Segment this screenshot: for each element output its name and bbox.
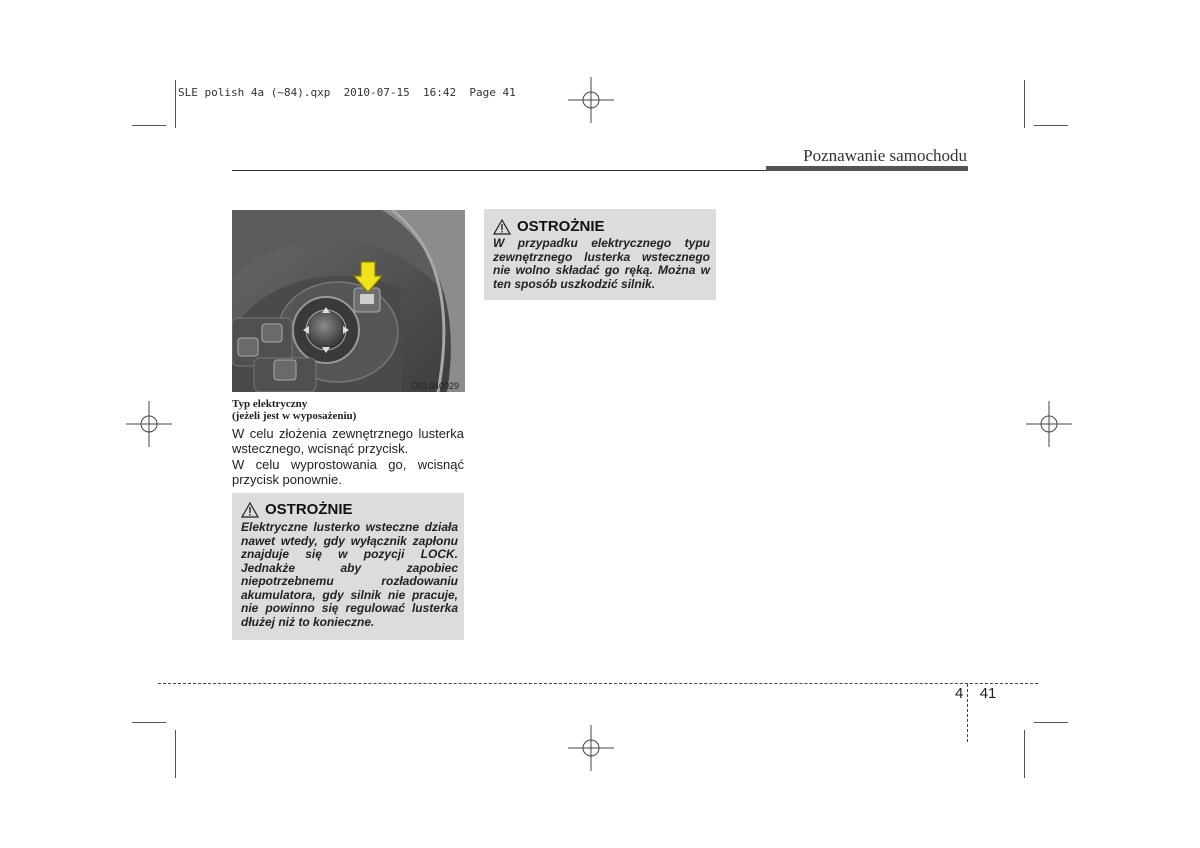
caution-text: Elektryczne lusterko wsteczne działa nawet wtedy, gdy wyłącznik zapłonu znajduje się w pozycji LOCK. Jednakże aby zapobiec niepotrzebnemu rozładowaniu akumulatora, gdy silnik nie pracuje, nie powinno się regulować lusterka dłużej niż to konieczne. xyxy=(241,520,458,629)
figure-caption xyxy=(232,398,466,422)
registration-mark-top-icon xyxy=(568,77,614,123)
figure-code: OSL040029 xyxy=(410,381,459,391)
caution-box-left xyxy=(232,493,464,640)
caution-box-right xyxy=(484,209,716,300)
caution-title: OSTROŻNIE xyxy=(517,218,605,235)
mirror-switch-illustration xyxy=(232,210,465,392)
registration-mark-bottom-icon xyxy=(568,725,614,771)
caution-title: OSTROŻNIE xyxy=(265,501,353,518)
caution-text: W przypadku elektrycznego typu zewnętrznego lusterka wstecznego nie wolno składać go ręką. Można w ten sposób uszkodzić silnik. xyxy=(493,236,710,291)
header-bar xyxy=(766,166,968,171)
registration-mark-left-icon xyxy=(126,401,172,447)
registration-mark-right-icon xyxy=(1026,401,1072,447)
caption-note: (jeżeli jest w wyposażeniu) xyxy=(232,410,357,422)
caution-heading xyxy=(493,218,605,235)
section-title: Poznawanie samochodu xyxy=(803,146,967,165)
footer-rule xyxy=(158,683,1038,684)
warning-triangle-icon xyxy=(241,502,259,518)
page-number xyxy=(955,685,996,702)
chapter-number: 4 xyxy=(955,685,964,702)
paragraph-unfold: W celu wyprostowania go, wcisnąć przycisk ponownie. xyxy=(232,457,464,487)
page-number-value: 41 xyxy=(979,685,997,702)
paragraph-fold: W celu złożenia zewnętrznego lusterka wstecznego, wcisnąć przycisk. xyxy=(232,426,464,456)
caption-type: Typ elektryczny xyxy=(232,398,308,410)
header-rule xyxy=(232,170,768,171)
mirror-switch-figure xyxy=(232,210,465,392)
warning-triangle-icon xyxy=(493,219,511,235)
print-slug: SLE polish 4a (~84).qxp 2010-07-15 16:42 Page 41 xyxy=(178,86,516,99)
caution-heading xyxy=(241,501,353,518)
